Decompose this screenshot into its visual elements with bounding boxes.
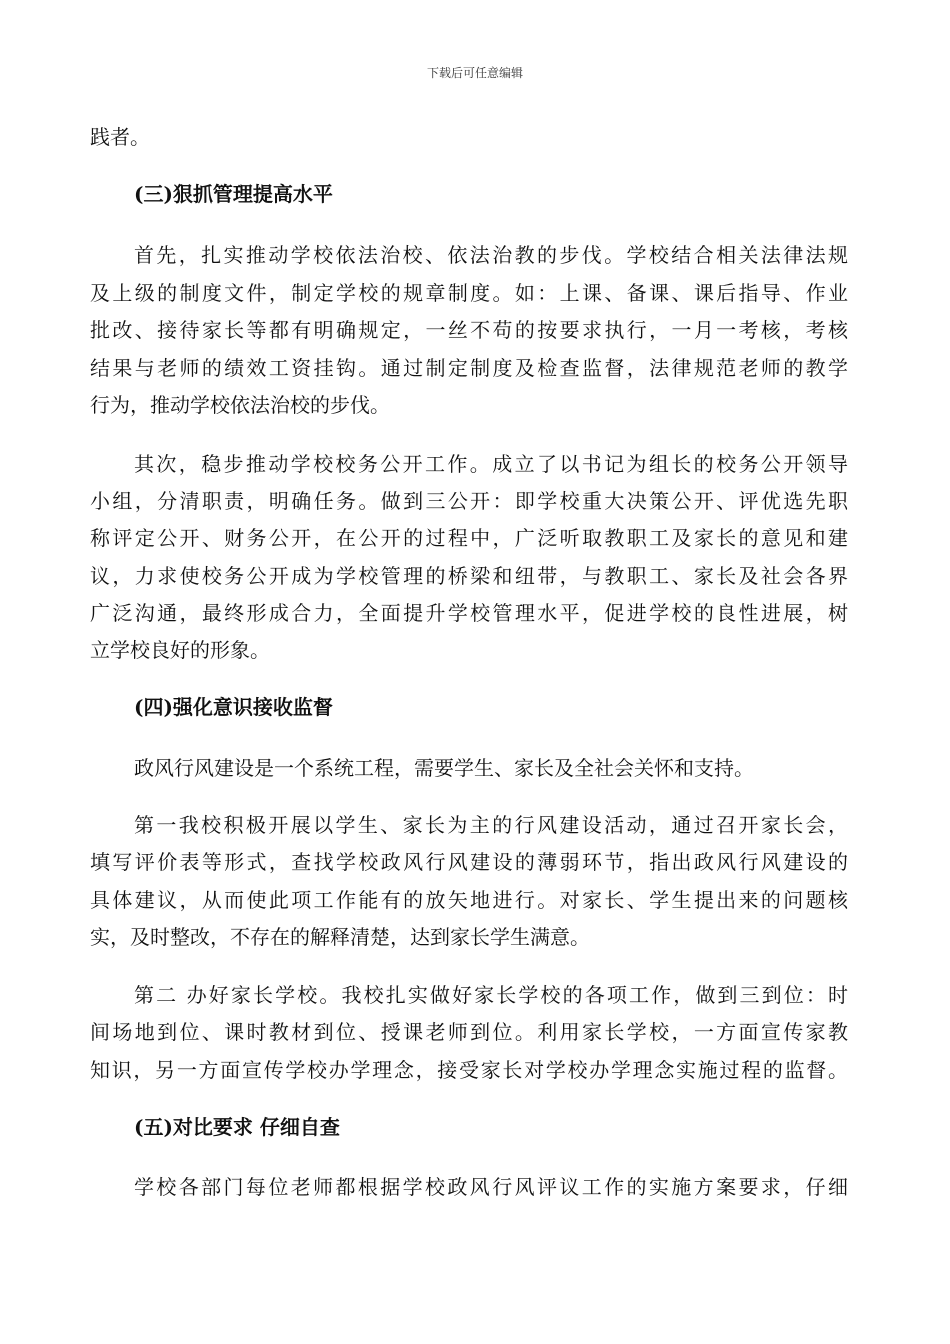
- paragraph-line: 结果与老师的绩效工资挂钩。通过制定制度及检查监督，法律规范老师的教学: [90, 356, 848, 380]
- paragraph-line: 批改、接待家长等都有明确规定，一丝不苟的按要求执行，一月一考核，考核: [90, 318, 848, 342]
- page-header: 下载后可任意编辑: [426, 66, 523, 80]
- paragraph-line: 首先，扎实推动学校依法治校、依法治教的步伐。学校结合相关法律法规: [134, 243, 848, 267]
- paragraph-line: 第二 办好家长学校。我校扎实做好家长学校的各项工作，做到三到位：时: [134, 983, 848, 1007]
- paragraph-line: 行为，推动学校依法治校的步伐。: [90, 393, 390, 417]
- paragraph-line: 学校各部门每位老师都根据学校政风行风评议工作的实施方案要求，仔细: [134, 1175, 848, 1199]
- paragraph-line: 实，及时整改，不存在的解释清楚，达到家长学生满意。: [90, 925, 590, 949]
- paragraph-line: 知识，另一方面宣传学校办学理念，接受家长对学校办学理念实施过程的监督。: [90, 1058, 848, 1082]
- section-heading-4: (四)强化意识接收监督: [134, 695, 333, 719]
- paragraph-line: 具体建议，从而使此项工作能有的放矢地进行。对家长、学生提出来的问题核: [90, 888, 848, 912]
- section-heading-5: (五)对比要求 仔细自查: [134, 1115, 340, 1139]
- paragraph-line: 及上级的制度文件，制定学校的规章制度。如：上课、备课、课后指导、作业: [90, 281, 848, 305]
- paragraph-line: 其次，稳步推动学校校务公开工作。成立了以书记为组长的校务公开领导: [134, 452, 848, 476]
- section-heading-3: (三)狠抓管理提高水平: [134, 182, 333, 206]
- paragraph-line: 广泛沟通，最终形成合力，全面提升学校管理水平，促进学校的良性进展，树: [90, 601, 848, 625]
- paragraph-line: 间场地到位、课时教材到位、授课老师到位。利用家长学校，一方面宣传家教: [90, 1020, 848, 1044]
- paragraph-line: 称评定公开、财务公开，在公开的过程中，广泛听取教职工及家长的意见和建: [90, 526, 848, 550]
- paragraph-line: 填写评价表等形式，查找学校政风行风建设的薄弱环节，指出政风行风建设的: [90, 850, 848, 874]
- paragraph-line: 小组，分清职责，明确任务。做到三公开：即学校重大决策公开、评优选先职: [90, 489, 848, 513]
- paragraph-line: 议，力求使校务公开成为学校管理的桥梁和纽带，与教职工、家长及社会各界: [90, 564, 848, 588]
- paragraph-line: 践者。: [90, 125, 150, 149]
- paragraph-line: 第一我校积极开展以学生、家长为主的行风建设活动，通过召开家长会，: [134, 813, 848, 837]
- paragraph-line: 立学校良好的形象。: [90, 638, 270, 662]
- paragraph-line: 政风行风建设是一个系统工程，需要学生、家长及全社会关怀和支持。: [134, 756, 754, 780]
